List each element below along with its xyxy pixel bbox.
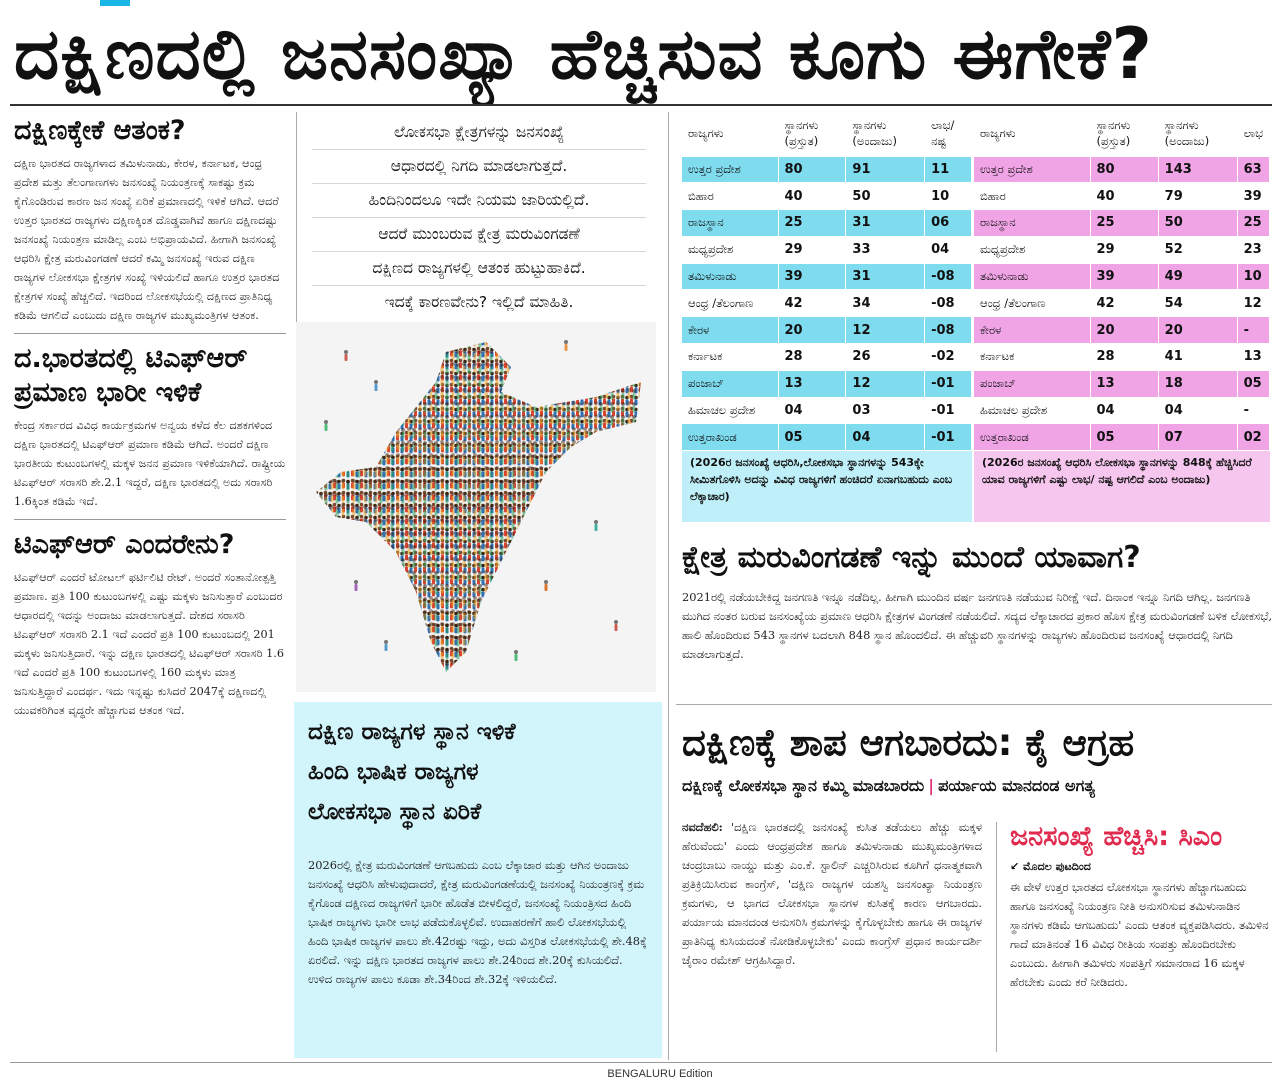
value-cell: 41 [1158, 344, 1237, 371]
value-cell: 40 [778, 183, 846, 210]
value-cell: 28 [778, 344, 846, 371]
table-header: ಲಾಭ [1237, 110, 1269, 156]
table-row [682, 210, 972, 237]
state-cell: ಮಧ್ಯಪ್ರದೇಶ [974, 236, 1090, 263]
value-cell: -08 [925, 317, 972, 344]
table-row [974, 290, 1270, 317]
intro-line: ಲೋಕಸಭಾ ಕ್ಷೇತ್ರಗಳನ್ನು ಜನಸಂಖ್ಯೆ [312, 116, 646, 150]
value-cell: 04 [846, 424, 925, 451]
section-body-tfr-decline: ಕೇಂದ್ರ ಸರ್ಕಾರದ ವಿವಿಧ ಕಾರ್ಯಕ್ರಮಗಳ ಅನ್ವಯ ಕಳೆದ ಕೆಲ ದಶಕಗಳಿಂದ ದಕ್ಷಿಣ ಭಾರತದಲ್ಲಿ ಟಿಎಫ್‌ಆರ್ ಪ್ರಮಾಣ ಕಡಿಮೆ ಆಗಿದೆ. ಅಂದರೆ ದಕ್ಷಿಣ ಭಾರತೀಯ ಕುಟುಂಬಗಳಲ್ಲಿ ಮಕ್ಕಳ ಜನನ ಪ್ರಮಾಣ ಇಳಿಕೆಯಾಗಿದೆ. ರಾಷ್ಟ್ರೀಯ ಟಿಎಫ್‌ಆರ್ ಸರಾಸರಿ ಶೇ.2.1 ಇದ್ದರೆ, ದಕ್ಷಿಣ ಭಾರತದಲ್ಲಿ ಅದು ಸರಾಸರಿ 1.6ಕ್ಕಿಂತ ಕಡಿಮೆ ಇದೆ. [14, 419, 286, 508]
value-cell: 13 [1090, 370, 1158, 397]
intro-line: ದಕ್ಷಿಣದ ರಾಜ್ಯಗಳಲ್ಲಿ ಆತಂಕ ಹುಟ್ಟುಹಾಕಿದೆ. [312, 252, 646, 286]
state-cell: ಉತ್ತರಾಖಂಡ [974, 424, 1090, 451]
value-cell: 10 [925, 183, 972, 210]
sidebar-story-cm [1010, 818, 1270, 992]
state-cell: ಬಿಹಾರ [682, 183, 778, 210]
value-cell: 13 [778, 370, 846, 397]
section-heading-south-worry: ದಕ್ಷಿಣಕ್ಕೇಕೆ ಆತಂಕ? [14, 115, 186, 146]
value-cell: 04 [1158, 397, 1237, 424]
state-cell: ಆಂಧ್ರ /ತೆಲಂಗಾಣ [974, 290, 1090, 317]
value-cell: 39 [778, 263, 846, 290]
table-note: (2026ರ ಜನಸಂಖ್ಯೆ ಆಧರಿಸಿ ಲೋಕಸಭಾ ಸ್ಥಾನಗಳನ್ನು 848ಕ್ಕೆ ಹೆಚ್ಚಿಸಿದರೆ ಯಾವ ರಾಜ್ಯಗಳಿಗೆ ಎಷ್ಟು ಲಾಭ/ ನಷ್ಟ ಆಗಲಿದೆ ಎಂಬ ಅಂದಾಜು) [982, 456, 1252, 487]
divider [676, 704, 1272, 705]
seat-table-543 [682, 110, 972, 522]
state-cell: ಉತ್ತರ ಪ್ರದೇಶ [974, 156, 1090, 183]
state-cell: ಮಧ್ಯಪ್ರದೇಶ [682, 236, 778, 263]
column-rule [668, 112, 669, 1060]
value-cell: 80 [778, 156, 846, 183]
section-title: ದಕ್ಷಿಣಕ್ಕೆ ಶಾಪ ಆಗಬಾರದು: ಕೈ ಆಗ್ರಹ [682, 721, 1135, 764]
intro-line: ಇದಕ್ಕೆ ಕಾರಣವೇನು? ಇಲ್ಲಿದೆ ಮಾಹಿತಿ. [384, 293, 574, 311]
headline-rule [10, 104, 1272, 106]
value-cell: 52 [1158, 236, 1237, 263]
divider [14, 333, 286, 334]
value-cell: 12 [1237, 290, 1269, 317]
value-cell: 39 [1237, 183, 1269, 210]
state-cell: ರಾಜಸ್ಥಾನ [974, 210, 1090, 237]
state-cell: ತಮಿಳುನಾಡು [682, 263, 778, 290]
highlight-title-line: ಲೋಕಸಭಾ ಸ್ಥಾನ ಏರಿಕೆ [308, 799, 482, 825]
table-row [974, 210, 1270, 237]
value-cell: 10 [1237, 263, 1269, 290]
value-cell: 18 [1158, 370, 1237, 397]
state-cell: ಆಂಧ್ರ /ತೆಲಂಗಾಣ [682, 290, 778, 317]
value-cell: - [1237, 317, 1269, 344]
table-row [974, 317, 1270, 344]
value-cell: 04 [778, 397, 846, 424]
value-cell: 80 [1090, 156, 1158, 183]
section-body-south-worry: ದಕ್ಷಿಣ ಭಾರತದ ರಾಜ್ಯಗಳಾದ ತಮಿಳುನಾಡು, ಕೇರಳ, ಕರ್ನಾಟಕ, ಆಂಧ್ರ ಪ್ರದೇಶ ಮತ್ತು ತೆಲಂಗಾಣಗಳು ಜನಸಂಖ್ಯೆ ನಿಯಂತ್ರಣಕ್ಕೆ ಸಾಕಷ್ಟು ಕ್ರಮ ಕೈಗೊಂಡಿರುವ ಕಾರಣ ಜನ ಸಂಖ್ಯೆ ಏರಿಕೆ ಪ್ರಮಾಣದಲ್ಲಿ ಇಳಿಕೆ ಆಗಿದೆ. ಆದರೆ ಉತ್ತರ ಭಾರತದ ರಾಜ್ಯಗಳು ದಕ್ಷಿಣಕ್ಕಿಂತ ದೊಡ್ಡವಾಗಿವೆ ಹಾಗೂ ದಕ್ಷಿಣದಷ್ಟು ಜನಸಂಖ್ಯೆ ನಿಯಂತ್ರಣ ಮಾಡಿಲ್ಲ ಎಂಬ ಅಭಿಪ್ರಾಯವಿದೆ. ಹೀಗಾಗಿ ಜನಸಂಖ್ಯೆ ಆಧರಿಸಿ ಕ್ಷೇತ್ರ ಮರುವಿಂಗಡಣೆ ಆದರೆ ಕಮ್ಮಿ ಜನಸಂಖ್ಯೆ ಇರುವ ದಕ್ಷಿಣ ರಾಜ್ಯಗಳ ಲೋಕಸಭಾ ಕ್ಷೇತ್ರಗಳ ಸಂಖ್ಯೆ ಇಳಿಯಲಿದೆ ಹಾಗೂ ಉತ್ತರ ಭಾರತದ ಕ್ಷೇತ್ರಗಳ ಸಂಖ್ಯೆ ಹೆಚ್ಚಲಿದೆ. ಇದರಿಂದ ಲೋಕಸಭೆಯಲ್ಲಿ ದಕ್ಷಿಣದ ಪ್ರಾತಿನಿಧ್ಯ ಕಡಿಮೆ ಆಗಲಿದೆ ಎಂಬುದು ದಕ್ಷಿಣ ರಾಜ್ಯಗಳ ಮುಖ್ಯಮಂತ್ರಿಗಳ ಆತಂಕ. [14, 157, 280, 322]
value-cell: -01 [925, 397, 972, 424]
value-cell: 25 [1237, 210, 1269, 237]
value-cell: 79 [1158, 183, 1237, 210]
value-cell: 42 [778, 290, 846, 317]
table-row [682, 344, 972, 371]
value-cell: 31 [846, 210, 925, 237]
value-cell: 28 [1090, 344, 1158, 371]
intro-line: ಆಧಾರದಲ್ಲಿ ನಿಗದಿ ಮಾಡಲಾಗುತ್ತದೆ. [312, 150, 646, 184]
value-cell: 11 [925, 156, 972, 183]
table-row [682, 370, 972, 397]
value-cell: 143 [1158, 156, 1237, 183]
value-cell: 03 [846, 397, 925, 424]
value-cell: 63 [1237, 156, 1269, 183]
left-column [14, 112, 286, 1042]
value-cell: 49 [1158, 263, 1237, 290]
table-header: ಲಾಭ/ ನಷ್ಟ [925, 110, 972, 156]
highlight-title-line: ದಕ್ಷಿಣ ರಾಜ್ಯಗಳ ಸ್ಥಾನ ಇಳಿಕೆ [308, 719, 516, 745]
table-row [974, 424, 1270, 451]
table-row [974, 344, 1270, 371]
table-row [974, 236, 1270, 263]
state-cell: ಕರ್ನಾಟಕ [974, 344, 1090, 371]
value-cell: 12 [846, 370, 925, 397]
subtitle-separator: | [928, 776, 935, 795]
state-cell: ಪಂಜಾಬ್ [974, 370, 1090, 397]
seat-table-848-grid [974, 110, 1270, 451]
state-cell: ಕರ್ನಾಟಕ [682, 344, 778, 371]
state-cell: ತಮಿಳುನಾಡು [974, 263, 1090, 290]
value-cell: 20 [778, 317, 846, 344]
value-cell: 05 [1090, 424, 1158, 451]
highlight-box-seat-shift [294, 702, 662, 1058]
value-cell: 04 [1090, 397, 1158, 424]
highlight-title-line: ಹಿಂದಿ ಭಾಷಿಕ ರಾಜ್ಯಗಳ [308, 759, 479, 785]
seat-table-848 [974, 110, 1270, 522]
section-body: 2021ರಲ್ಲಿ ನಡೆಯಬೇಕಿದ್ದ ಜನಗಣತಿ ಇನ್ನೂ ನಡೆದಿಲ್ಲ. ಹೀಗಾಗಿ ಮುಂದಿನ ವರ್ಷ ಜನಗಣತಿ ನಡೆಯುವ ನಿರೀಕ್ಷೆ ಇದೆ. ದಿನಾಂಕ ಇನ್ನೂ ನಿಗದಿ ಆಗಿಲ್ಲ. ಜನಗಣತಿ ಮುಗಿದ ನಂತರ ಬರುವ ಜನಸಂಖ್ಯೆಯ ಪ್ರಮಾಣ ಆಧರಿಸಿ ಕ್ಷೇತ್ರಗಳ ವಿಂಗಡಣೆ ನಡೆಯಲಿದೆ. ಸದ್ಯದ ಲೆಕ್ಕಾಚಾರದ ಪ್ರಕಾರ ಹೊಸ ಕ್ಷೇತ್ರ ಮರುವಿಂಗಡಣೆ ಬಳಿಕ ಲೋಕಸಭೆ, ಹಾಲಿ ಹೊಂದಿರುವ 543 ಸ್ಥಾನಗಳ ಬದಲಾಗಿ 848 ಸ್ಥಾನ ಹೊಂದಲಿದೆ. ಈ ಹೆಚ್ಚುವರಿ ಸ್ಥಾನಗಳನ್ನು ರಾಜ್ಯಗಳು ಹೊಂದಿರುವ ಜನಸಂಖ್ಯೆ ಆಧಾರದಲ್ಲಿ ನಿಗದಿ ಮಾಡಲಾಗುತ್ತದೆ. [682, 590, 1272, 661]
value-cell: 06 [925, 210, 972, 237]
section-title: ಕ್ಷೇತ್ರ ಮರುವಿಂಗಡಣೆ ಇನ್ನು ಮುಂದೆ ಯಾವಾಗ? [682, 540, 1141, 575]
table-row [974, 370, 1270, 397]
seat-table-543-grid [682, 110, 972, 451]
table-row [974, 263, 1270, 290]
section-delimitation-when [682, 532, 1272, 664]
dateline: ನವದೆಹಲಿ: [682, 820, 723, 834]
table-row [682, 236, 972, 263]
table-row [682, 183, 972, 210]
value-cell: 50 [1158, 210, 1237, 237]
state-cell: ಉತ್ತರ ಪ್ರದೇಶ [682, 156, 778, 183]
value-cell: 20 [1090, 317, 1158, 344]
state-cell: ಹಿಮಾಚಲ ಪ್ರದೇಶ [974, 397, 1090, 424]
section-subtitle [682, 774, 1272, 798]
table-row [682, 424, 972, 451]
state-cell: ಬಿಹಾರ [974, 183, 1090, 210]
table-header: ಸ್ಥಾನಗಳು (ಅಂದಾಜು) [1158, 110, 1237, 156]
value-cell: 40 [1090, 183, 1158, 210]
value-cell: -08 [925, 290, 972, 317]
table-header: ಸ್ಥಾನಗಳು (ಅಂದಾಜು) [846, 110, 925, 156]
section-body-what-is-tfr: ಟಿಎಫ್‌ಆರ್ ಎಂದರೆ ಟೋಟಲ್ ಫರ್ಟಿಲಿಟಿ ರೇಟ್. ಅಂದರೆ ಸಂತಾನೋತ್ಪತ್ತಿ ಪ್ರಮಾಣ. ಪ್ರತಿ 100 ಕುಟುಂಬಗಳಲ್ಲಿ ಎಷ್ಟು ಮಕ್ಕಳು ಜನಿಸುತ್ತಾರೆ ಎಂಬುದರ ಆಧಾರದಲ್ಲಿ ಇದನ್ನು ಅಂದಾಜು ಮಾಡಲಾಗುತ್ತದೆ. ದೇಶದ ಸರಾಸರಿ ಟಿಎಫ್‌ಆರ್ ಸರಾಸರಿ 2.1 ಇದೆ ಎಂದರೆ ಪ್ರತಿ 100 ಕುಟುಂಬದಲ್ಲಿ 201 ಮಕ್ಕಳು ಜನಿಸುತ್ತಿದಾರೆ. ಇನ್ನು ದಕ್ಷಿಣ ಭಾರತದಲ್ಲಿ ಟಿಎಫ್‌ಆರ್ ಸರಾಸರಿ 1.6 ಇದೆ ಎಂದರೆ ಪ್ರತಿ 100 ಕುಟುಂಬಗಳಲ್ಲಿ 160 ಮಕ್ಕಳು ಮಾತ್ರ ಜನಿಸುತ್ತಿದ್ದಾರೆ ಎಂದರ್ಥ. ಇದು ಇನ್ನಷ್ಟು ಕುಸಿದರೆ 2047ಕ್ಕೆ ದಕ್ಷಿಣದಲ್ಲಿ ಯುವಕರಿಗಿಂತ ವೃದ್ಧರೇ ಹೆಚ್ಚಾಗುವ ಆತಂಕ ಇದೆ. [14, 571, 284, 717]
value-cell: 13 [1237, 344, 1269, 371]
footer-rule [10, 1062, 1272, 1063]
value-cell: 29 [1090, 236, 1158, 263]
state-cell: ಕೇರಳ [682, 317, 778, 344]
value-cell: 05 [778, 424, 846, 451]
intro-block [312, 116, 646, 319]
story-body [682, 818, 982, 970]
value-cell: 34 [846, 290, 925, 317]
table-row [974, 397, 1270, 424]
value-cell: 12 [846, 317, 925, 344]
value-cell: 04 [925, 236, 972, 263]
value-cell: -01 [925, 370, 972, 397]
value-cell: -02 [925, 344, 972, 371]
section-congress-demand [682, 712, 1272, 798]
value-cell: - [1237, 397, 1269, 424]
table-row [974, 156, 1270, 183]
value-cell: 25 [778, 210, 846, 237]
value-cell: 02 [1237, 424, 1269, 451]
story-text: 'ದಕ್ಷಿಣ ಭಾರತದಲ್ಲಿ ಜನಸಂಖ್ಯೆ ಕುಸಿತ ತಡೆಯಲು ಹೆಚ್ಚು ಮಕ್ಕಳ ಹೆರುವೆಂದು' ಎಂದು ಆಂಧ್ರಪ್ರದೇಶ ಹಾಗೂ ತಮಿಳುನಾಡು ಮುಖ್ಯಮಂತ್ರಿಗಳಾದ ಚಂದ್ರಬಾಬು ನಾಯ್ಡು ಮತ್ತು ಎಂ.ಕೆ. ಸ್ಟಾಲಿನ್ ಎಚ್ಚರಿಸಿರುವ ಕೂಗಿಗೆ ಧನಾತ್ಮಕವಾಗಿ ಪ್ರತಿಕ್ರಿಯಿಸಿರುವ ಕಾಂಗ್ರೆಸ್, 'ದಕ್ಷಿಣ ರಾಜ್ಯಗಳ ಯಶಸ್ವಿ ಜನಸಂಖ್ಯಾ ನಿಯಂತ್ರಣ ಕ್ರಮಗಳು, ಆ ಭಾಗದ ಲೋಕಸಭಾ ಸ್ಥಾನಗಳ ಕುಸಿತಕ್ಕೆ ಕಾರಣ ಆಗಬಾರದು. ಪರ್ಯಾಯ ಮಾನದಂಡ ಅನುಸರಿಸಿ ಕ್ರಮಗಳನ್ನು ಕೈಗೊಳ್ಳಬೇಕು ಹಾಗೂ ಈ ರಾಜ್ಯಗಳ ಪ್ರಾತಿನಿಧ್ಯ ಕುಸಿಯದಂತೆ ನೋಡಿಕೊಳ್ಳಬೇಕು' ಎಂದು ಕಾಂಗ್ರೆಸ್ ಪ್ರಧಾನ ಕಾರ್ಯದರ್ಶಿ ಜೈರಾಂ ರಮೇಶ್ ಆಗ್ರಹಿಸಿದ್ದಾರೆ. [682, 820, 982, 967]
value-cell: 20 [1158, 317, 1237, 344]
section-heading-tfr-decline: ದ.ಭಾರತದಲ್ಲಿ ಟಿಎಫ್‌ಆರ್ ಪ್ರಮಾಣ ಭಾರೀ ಇಳಿಕೆ [14, 343, 248, 408]
state-cell: ಪಂಜಾಬ್ [682, 370, 778, 397]
table-header: ಸ್ಥಾನಗಳು (ಪ್ರಸ್ತುತ) [1090, 110, 1158, 156]
table-row [682, 290, 972, 317]
value-cell: 25 [1090, 210, 1158, 237]
state-cell: ಕೇರಳ [974, 317, 1090, 344]
value-cell: 39 [1090, 263, 1158, 290]
state-cell: ರಾಜಸ್ಥಾನ [682, 210, 778, 237]
intro-line: ಹಿಂದಿನಿಂದಲೂ ಇದೇ ನಿಯಮ ಜಾರಿಯಲ್ಲಿದೆ. [312, 184, 646, 218]
table-row [682, 263, 972, 290]
section-heading-what-is-tfr: ಟಿಎಫ್‌ಆರ್ ಎಂದರೇನು? [14, 529, 235, 560]
subtitle-right: ಪರ್ಯಾಯ ಮಾನದಂಡ ಅಗತ್ಯ [938, 776, 1095, 795]
column-rule [996, 822, 997, 1052]
value-cell: 54 [1158, 290, 1237, 317]
sidebar-title: ಜನಸಂಖ್ಯೆ ಹೆಚ್ಚಿಸಿ: ಸಿಎಂ [1010, 821, 1223, 852]
value-cell: 50 [846, 183, 925, 210]
india-crowd-map-illustration [296, 322, 656, 692]
intro-line: ಆದರೆ ಮುಂಬರುವ ಕ್ಷೇತ್ರ ಮರುವಿಂಗಡಣೆ [312, 218, 646, 252]
value-cell: 23 [1237, 236, 1269, 263]
table-row [682, 317, 972, 344]
value-cell: 29 [778, 236, 846, 263]
value-cell: 26 [846, 344, 925, 371]
divider [14, 519, 286, 520]
value-cell: 07 [1158, 424, 1237, 451]
table-header: ಸ್ಥಾನಗಳು (ಪ್ರಸ್ತುತ) [778, 110, 846, 156]
value-cell: 05 [1237, 370, 1269, 397]
value-cell: -08 [925, 263, 972, 290]
continued-from-front: ↙ ಮೊದಲ ಪುಟದಿಂದ [1010, 860, 1091, 873]
value-cell: 42 [1090, 290, 1158, 317]
value-cell: -01 [925, 424, 972, 451]
value-cell: 31 [846, 263, 925, 290]
value-cell: 91 [846, 156, 925, 183]
table-header: ರಾಜ್ಯಗಳು [682, 110, 778, 156]
edition-label: BENGALURU Edition [607, 1068, 713, 1080]
sidebar-body: ಈ ವೇಳೆ ಉತ್ತರ ಭಾರತದ ಲೋಕಸಭಾ ಸ್ಥಾನಗಳು ಹೆಚ್ಚಾಗಬಹುದು ಹಾಗೂ ಜನಸಂಖ್ಯೆ ನಿಯಂತ್ರಣ ನೀತಿ ಅನುಸರಿಸುವ ತಮಿಳುನಾಡಿನ ಸ್ಥಾನಗಳು ಕಡಿಮೆ ಆಗಬಹುದು' ಎಂದು ಆತಂಕ ವ್ಯಕ್ತಪಡಿಸಿದರು. ತಮಿಳಿನ ಗಾದೆ ಮಾತಿನಂತೆ 16 ವಿವಿಧ ರೀತಿಯ ಸಂಪತ್ತು ಹೊಂದಿರಬೇಕು ಎಂಬುದು. ಹೀಗಾಗಿ ತಮಿಳರು ಸಂಪತ್ತಿಗೆ ಸಮಾನರಾದ 16 ಮಕ್ಕಳ ಹೆರಬೇಕು ಎಂದು ಕರೆ ನೀಡಿದರು. [1010, 880, 1269, 989]
table-row [682, 156, 972, 183]
table-row [974, 183, 1270, 210]
table-row [682, 397, 972, 424]
highlight-body: 2026ರಲ್ಲಿ ಕ್ಷೇತ್ರ ಮರುವಿಂಗಡಣೆ ಆಗಬಹುದು ಎಂಬ ಲೆಕ್ಕಾಚಾರ ಮತ್ತು ಆಗಿನ ಅಂದಾಜು ಜನಸಂಖ್ಯೆ ಆಧರಿಸಿ ಹೇಳುವುದಾದರೆ, ಕ್ಷೇತ್ರ ಮರುವಿಂಗಡಣೆಯಲ್ಲಿ ಜನಸಂಖ್ಯೆ ನಿಯಂತ್ರಣಕ್ಕೆ ಕ್ರಮ ಕೈಗೊಂಡ ದಕ್ಷಿಣದ ರಾಜ್ಯಗಳಿಗೆ ಭಾರೀ ಹೊಡೆತ ಬೀಳಲಿದ್ದರೆ, ಜನಸಂಖ್ಯೆ ನಿಯಂತ್ರಿಸದ ಹಿಂದಿ ಭಾಷಿಕ ರಾಜ್ಯಗಳು ಭಾರೀ ಲಾಭ ಪಡೆದುಕೊಳ್ಳಲಿವೆ. ಉದಾಹರಣೆಗೆ ಹಾಲಿ ಲೋಕಸಭೆಯಲ್ಲಿ ಹಿಂದಿ ಭಾಷಿಕ ರಾಜ್ಯಗಳ ಪಾಲು ಶೇ.42ರಷ್ಟು ಇದ್ದು, ಅದು ವಿಸ್ತರಿತ ಲೋಕಸಭೆಯಲ್ಲಿ ಶೇ.48ಕ್ಕೆ ಏರಲಿದೆ. ಇನ್ನು ದಕ್ಷಿಣ ಭಾರತದ ರಾಜ್ಯಗಳ ಪಾಲು ಶೇ.24ರಿಂದ ಶೇ.20ಕ್ಕೆ ಕುಸಿಯಲಿದೆ. ಉಳಿದ ರಾಜ್ಯಗಳ ಪಾಲು ಕೂಡಾ ಶೇ.34ರಿಂದ ಶೇ.32ಕ್ಕೆ ಇಳಿಯಲಿದೆ. [308, 858, 647, 986]
state-cell: ಹಿಮಾಚಲ ಪ್ರದೇಶ [682, 397, 778, 424]
value-cell: 33 [846, 236, 925, 263]
table-header: ರಾಜ್ಯಗಳು [974, 110, 1090, 156]
state-cell: ಉತ್ತರಾಖಂಡ [682, 424, 778, 451]
table-note: (2026ರ ಜನಸಂಖ್ಯೆ ಆಧರಿಸಿ,ಲೋಕಸಭಾ ಸ್ಥಾನಗಳನ್ನು 543ಕ್ಕೇ ಸೀಮಿತಗೊಳಿಸಿ ಅದನ್ನು ವಿವಿಧ ರಾಜ್ಯಗಳಿಗೆ ಹಂಚಿದರೆ ಏನಾಗಬಹುದು ಎಂಬ ಲೆಕ್ಕಾಚಾರ) [690, 456, 953, 504]
subtitle-left: ದಕ್ಷಿಣಕ್ಕೆ ಲೋಕಸಭಾ ಸ್ಥಾನ ಕಮ್ಮಿ ಮಾಡಬಾರದು [682, 776, 925, 795]
page-headline: ದಕ್ಷಿಣದಲ್ಲಿ ಜನಸಂಖ್ಯಾ ಹೆಚ್ಚಿಸುವ ಕೂಗು ಈಗೇಕೆ? [14, 13, 1153, 95]
